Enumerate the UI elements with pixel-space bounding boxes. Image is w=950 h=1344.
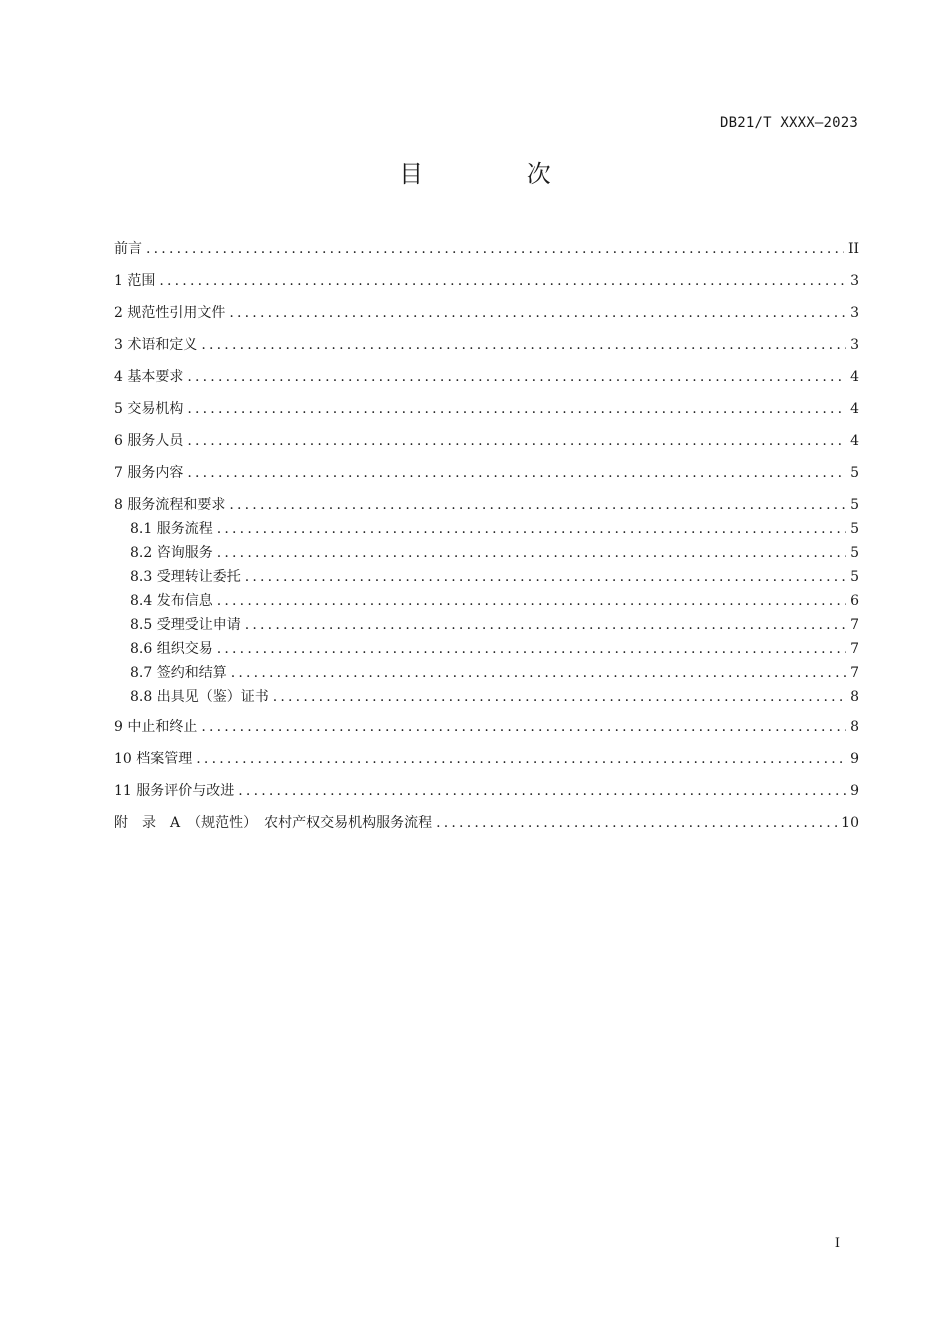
toc-entry-label: 3 术语和定义 [114, 337, 198, 353]
toc-entry-page: 10 [841, 815, 859, 831]
toc-entry-page: 5 [850, 521, 859, 537]
toc-entry-label: 8.5 受理受让申请 [130, 617, 241, 633]
toc-entry-label: 8 服务流程和要求 [114, 497, 226, 513]
toc-entry-label: 8.6 组织交易 [130, 641, 213, 657]
toc-entry-page: 6 [850, 593, 859, 609]
toc-entry-page: 3 [850, 337, 859, 353]
toc-entry-label: 11 服务评价与改进 [114, 783, 235, 799]
toc-entry-page: 3 [850, 305, 859, 321]
toc-dot-leader [187, 432, 846, 450]
toc-dot-leader [159, 272, 846, 290]
toc-entry-label: 4 基本要求 [114, 369, 184, 385]
toc-dot-leader [146, 240, 844, 258]
toc-entry[interactable] [114, 750, 859, 768]
toc-entry-label: 5 交易机构 [114, 401, 184, 417]
toc-entry[interactable] [114, 688, 859, 706]
toc-entry-page: 7 [850, 617, 859, 633]
toc-dot-leader [217, 544, 846, 562]
toc-entry[interactable] [114, 400, 859, 418]
toc-dot-leader [229, 496, 846, 514]
toc-entry[interactable] [114, 664, 859, 682]
toc-entry-label: 附 录 A （规范性） 农村产权交易机构服务流程 [114, 815, 433, 831]
toc-entry[interactable] [114, 544, 859, 562]
toc-entry[interactable] [114, 432, 859, 450]
toc-entry-label: 前言 [114, 241, 142, 257]
toc-entry-label: 2 规范性引用文件 [114, 305, 226, 321]
toc-entry-page: 9 [850, 783, 859, 799]
toc-dot-leader [436, 814, 837, 832]
toc-entry-page: 5 [850, 465, 859, 481]
toc-dot-leader [245, 568, 846, 586]
toc-entry[interactable] [114, 240, 859, 258]
toc-entry[interactable] [114, 568, 859, 586]
toc-title: 目 次 [399, 160, 599, 188]
toc-entry-page: 7 [850, 641, 859, 657]
toc-entry-page: 8 [850, 719, 859, 735]
toc-entry-label: 10 档案管理 [114, 751, 193, 767]
toc-entry[interactable] [114, 304, 859, 322]
toc-entry[interactable] [114, 336, 859, 354]
toc-entry-label: 8.8 出具见（鉴）证书 [130, 689, 269, 705]
toc-entry-label: 8.3 受理转让委托 [130, 569, 241, 585]
toc-entry-label: 1 范围 [114, 273, 156, 289]
toc-entry-page: 7 [850, 665, 859, 681]
toc-entry[interactable] [114, 782, 859, 800]
toc-entry-page: 5 [850, 497, 859, 513]
toc-dot-leader [245, 616, 846, 634]
toc-entry[interactable] [114, 464, 859, 482]
toc-entry-label: 7 服务内容 [114, 465, 184, 481]
toc-entry-page: 5 [850, 569, 859, 585]
toc-dot-leader [187, 368, 846, 386]
toc-dot-leader [273, 688, 846, 706]
toc-entry-label: 8.4 发布信息 [130, 593, 213, 609]
toc-dot-leader [187, 464, 846, 482]
toc-entry[interactable] [114, 718, 859, 736]
toc-entry-page: 3 [850, 273, 859, 289]
toc-entry-page: 9 [850, 751, 859, 767]
toc-entry[interactable] [114, 592, 859, 610]
toc-dot-leader [187, 400, 846, 418]
toc-entry[interactable] [114, 814, 859, 832]
toc-dot-leader [217, 520, 846, 538]
toc-dot-leader [231, 664, 846, 682]
toc-dot-leader [217, 592, 846, 610]
toc-dot-leader [201, 718, 846, 736]
toc-entry[interactable] [114, 640, 859, 658]
toc-dot-leader [196, 750, 846, 768]
toc-entry-page: 8 [850, 689, 859, 705]
toc-entry[interactable] [114, 272, 859, 290]
toc-entry-label: 8.7 签约和结算 [130, 665, 227, 681]
toc-dot-leader [201, 336, 846, 354]
document-id: DB21/T XXXX—2023 [719, 115, 858, 131]
toc-entry-label: 9 中止和终止 [114, 719, 198, 735]
toc-entry-page: 4 [850, 369, 859, 385]
toc-dot-leader [238, 782, 846, 800]
toc-entry-label: 8.1 服务流程 [130, 521, 213, 537]
toc-dot-leader [229, 304, 846, 322]
toc-dot-leader [217, 640, 846, 658]
toc-entry-page: 4 [850, 433, 859, 449]
toc-entry-page: 4 [850, 401, 859, 417]
page-number: I [834, 1236, 840, 1251]
toc-entry-page: 5 [850, 545, 859, 561]
toc-entry-label: 8.2 咨询服务 [130, 545, 213, 561]
toc-entry[interactable] [114, 520, 859, 538]
toc-entry-label: 6 服务人员 [114, 433, 184, 449]
toc-entry[interactable] [114, 616, 859, 634]
toc-entry-page: II [847, 241, 859, 257]
toc-entry[interactable] [114, 368, 859, 386]
toc-entry[interactable] [114, 496, 859, 514]
table-of-contents [114, 240, 859, 832]
